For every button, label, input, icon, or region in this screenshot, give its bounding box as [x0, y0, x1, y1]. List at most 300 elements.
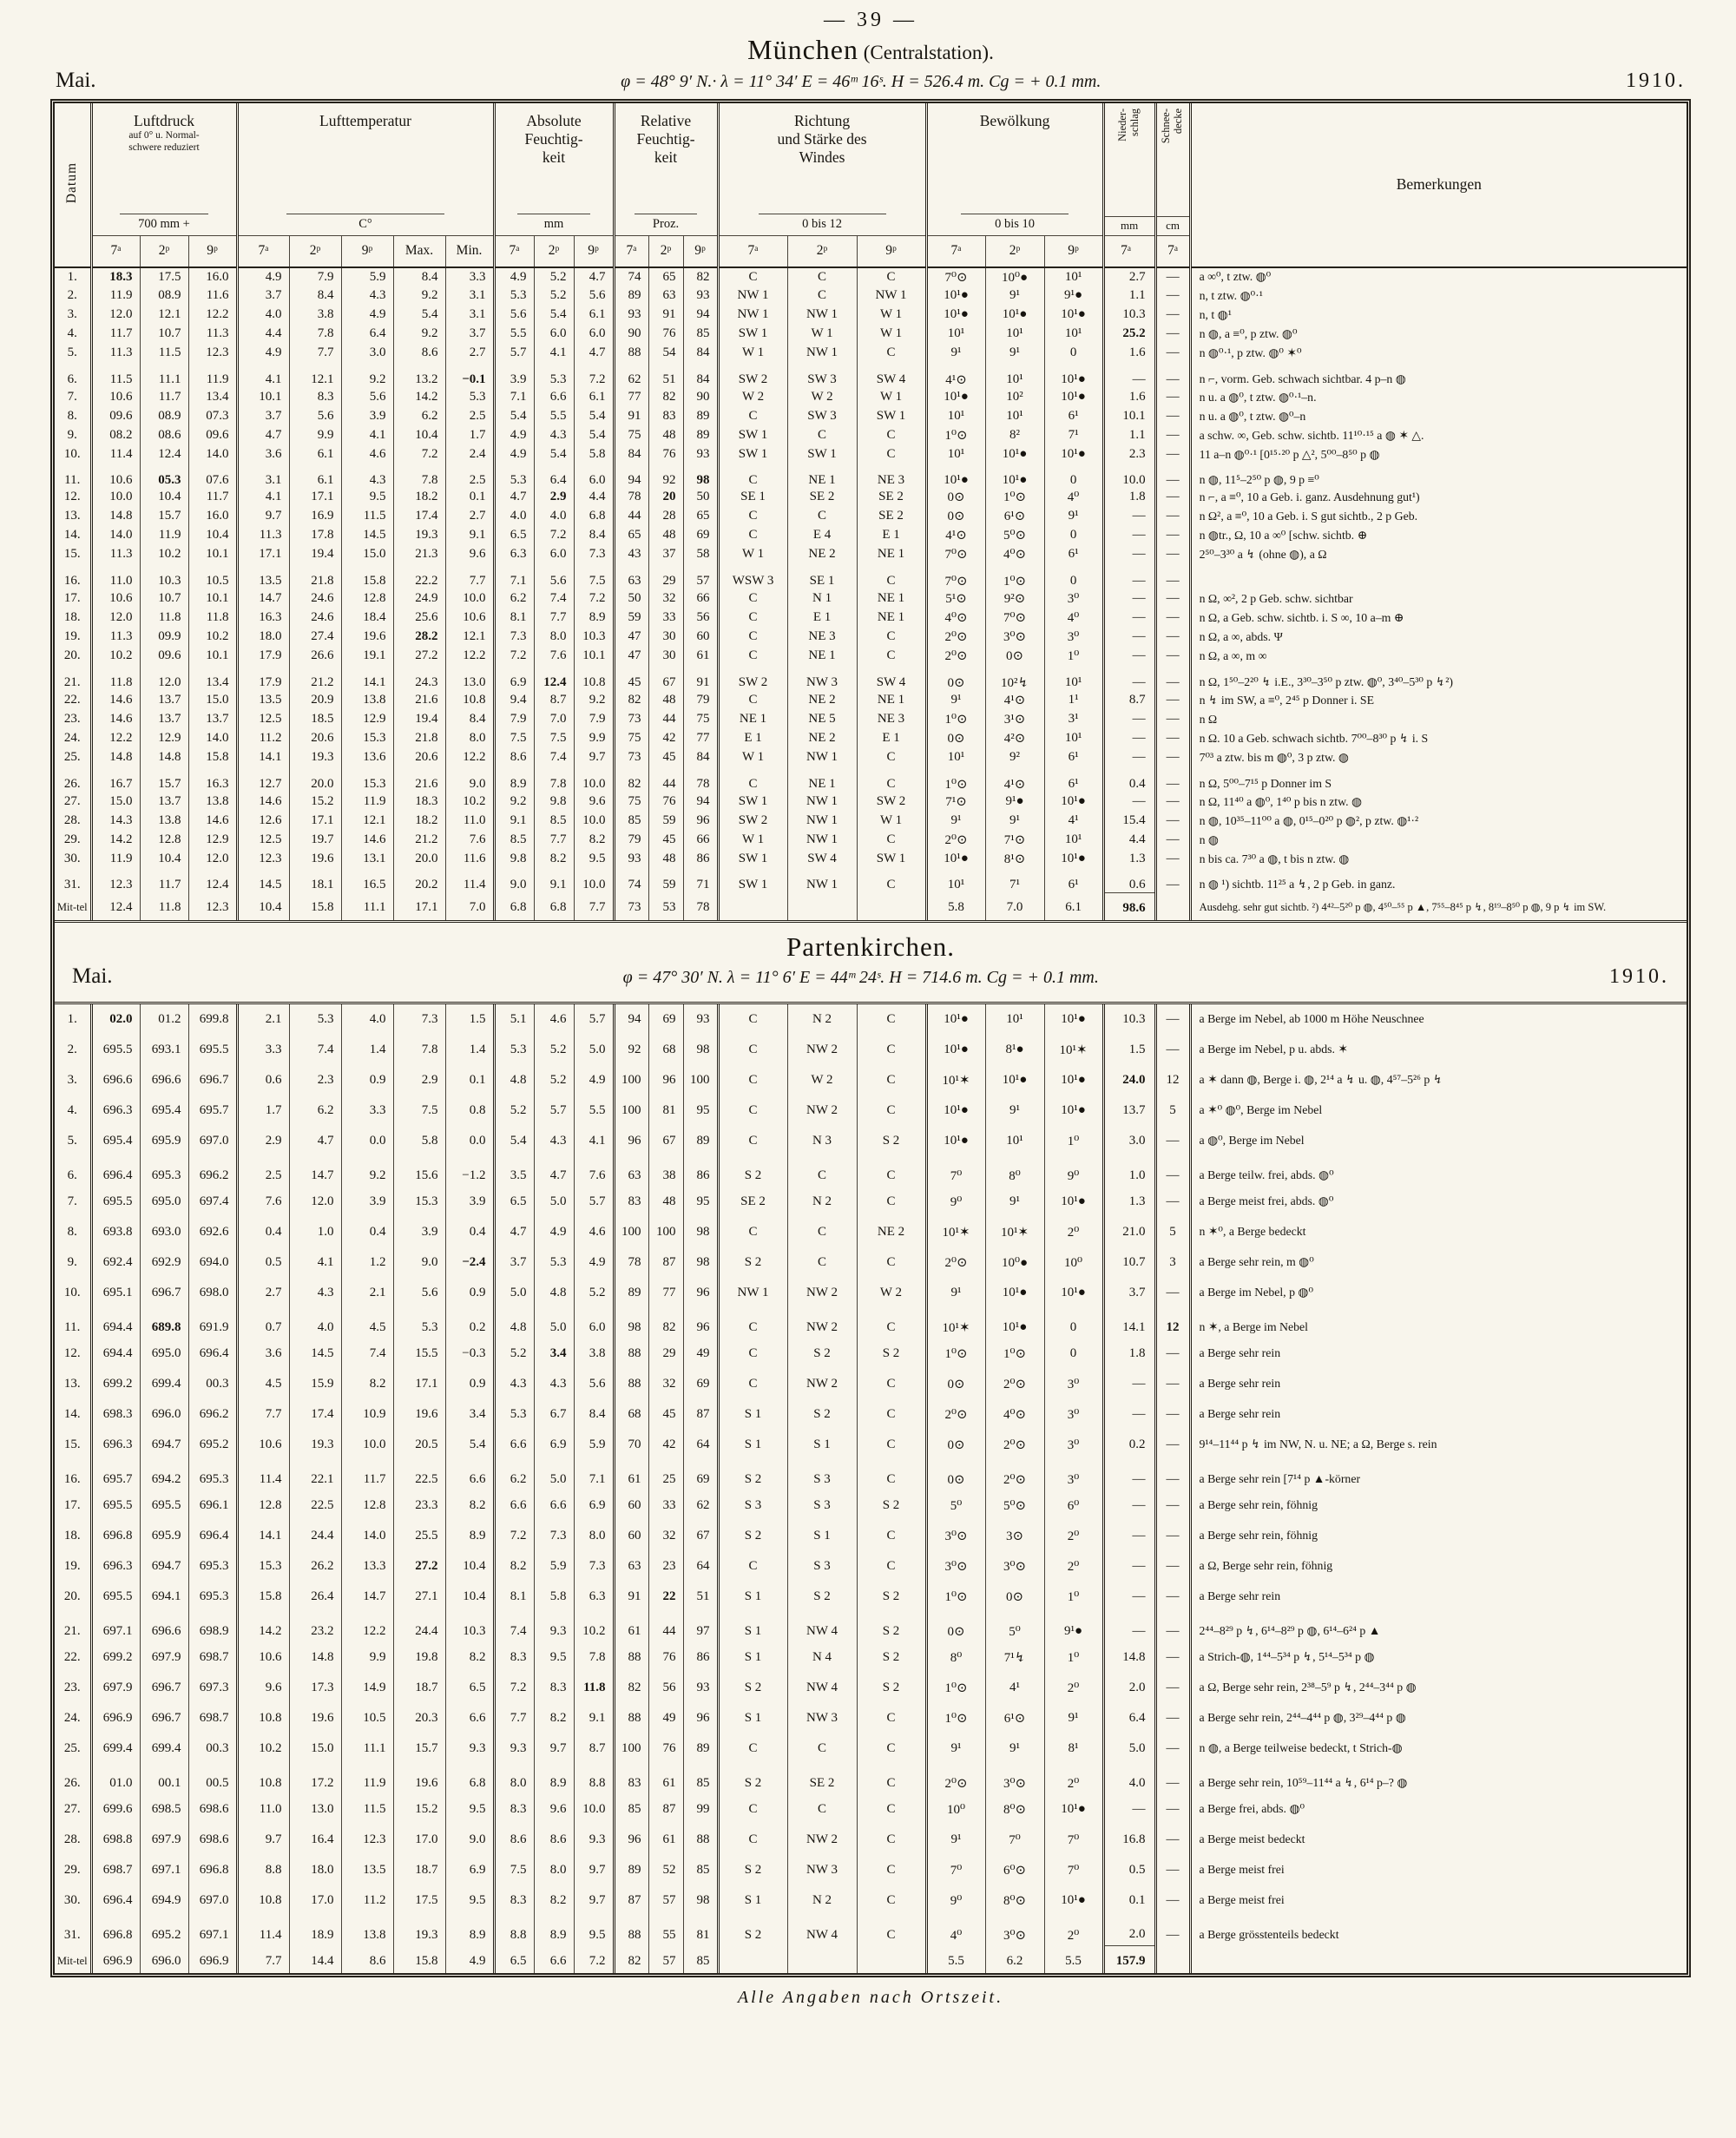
temp-7a: 8.8: [237, 1855, 289, 1885]
abs-feuchte-7a: 7.2: [494, 1521, 534, 1551]
abs-feuchte-2p: 8.0: [534, 1855, 574, 1885]
luftdruck-7a: 10.6: [91, 388, 140, 407]
bemerkungen: n Ω, 5⁰⁰–7¹⁵ p Donner im S: [1190, 767, 1687, 793]
wind-2p: N 2: [787, 1187, 857, 1217]
niederschlag: 1.3: [1103, 850, 1155, 869]
abs-feuchte-7a: 4.0: [494, 507, 534, 526]
wind-9p: C: [857, 628, 926, 647]
rel-feuchte-9p: 85: [683, 1764, 718, 1794]
temp-min: 10.3: [445, 1612, 494, 1642]
rel-feuchte-9p: 89: [683, 1733, 718, 1764]
luftdruck-7a: 02.0: [91, 1004, 140, 1035]
luftdruck-7a: 11.5: [91, 363, 140, 388]
wind-9p: C: [857, 1703, 926, 1733]
temp-min: 7.7: [445, 564, 494, 589]
bewoelkung-9p: 9¹●: [1044, 286, 1103, 306]
datum-label: Datum: [64, 161, 80, 203]
bewoelkung-9p: 9⁰: [1044, 1156, 1103, 1187]
rel-feuchte-9p: 98: [683, 1885, 718, 1916]
bemerkungen: n Ω, a Geb. schw. sichtb. i. S ∞, 10 a–m ⊕: [1190, 609, 1687, 628]
bewoelkung-2p: 2⁰⊙: [985, 1460, 1044, 1490]
rel-feuchte-7a: 74: [614, 869, 648, 893]
abs-feuchte-7a: 6.3: [494, 545, 534, 564]
temp-7a: 17.9: [237, 666, 289, 691]
rel-feuchte-7a: 85: [614, 1794, 648, 1825]
datum: Mit-tel: [56, 1954, 88, 1967]
datum: 15.: [63, 1437, 81, 1451]
rel-feuchte-7a: 47: [614, 628, 648, 647]
rel-feuchte-7a: 100: [614, 1065, 648, 1095]
luftdruck-9p: 697.3: [188, 1673, 237, 1703]
bemerkungen: a Berge sehr rein: [1190, 1399, 1687, 1430]
luftdruck-9p: 10.5: [188, 564, 237, 589]
bewoelkung-7a: 0⊙: [926, 488, 985, 507]
temperature-unit: C°: [286, 214, 444, 235]
bewoelkung-9p: 1¹: [1044, 691, 1103, 710]
luftdruck-2p: 697.1: [140, 1855, 188, 1885]
bewoelkung-9p: 3⁰: [1044, 1430, 1103, 1460]
rel-feuchte-9p: 81: [683, 1916, 718, 1946]
rel-feuchte-7a: 83: [614, 1187, 648, 1217]
bemerkungen: a Berge sehr rein, 10⁵⁹–11⁴⁴ a ↯, 6¹⁴ p–? ◍: [1190, 1764, 1687, 1794]
rel-feuchte-2p: 83: [648, 407, 683, 426]
abs-feuchte-7a: 6.6: [494, 1490, 534, 1521]
rel-feuchte-9p: 95: [683, 1187, 718, 1217]
bemerkungen: n Ω, a ∞, m ∞: [1190, 647, 1687, 666]
luftdruck-2p: 08.9: [140, 407, 188, 426]
temp-2p: 6.2: [289, 1095, 341, 1126]
wind-2p: E 4: [787, 526, 857, 545]
abs-feuchte-9p: 10.0: [574, 869, 614, 893]
bewoelkung-2p: 9¹: [985, 286, 1044, 306]
schneedecke: —: [1155, 647, 1190, 666]
rel-feuchte-7a: 100: [614, 1095, 648, 1126]
abs-feuchte-2p: 8.2: [534, 850, 574, 869]
temp-7a: 0.7: [237, 1308, 289, 1339]
bewoelkung-2p: 10¹: [985, 407, 1044, 426]
wind-9p: C: [857, 748, 926, 767]
temp-7a: 9.6: [237, 1673, 289, 1703]
table-row: [55, 1490, 1687, 1521]
bewoelkung-2p: 3⁰⊙: [985, 1764, 1044, 1794]
datum: 5.: [67, 345, 77, 359]
rel-feuchte-2p: 61: [648, 1764, 683, 1794]
abs-feuchte-7a: 5.3: [494, 1399, 534, 1430]
luftdruck-9p: 16.0: [188, 267, 237, 286]
temp-max: 17.0: [393, 1825, 445, 1855]
bewoelkung-7a: 9¹: [926, 1733, 985, 1764]
wind-2p: NW 1: [787, 831, 857, 850]
bewoelkung-2p: 1⁰⊙: [985, 564, 1044, 589]
temp-min: 11.0: [445, 812, 494, 831]
wind-9p: W 1: [857, 325, 926, 344]
rel-feuchte-9p: 89: [683, 1126, 718, 1156]
bemerkungen: a ∞⁰, t ztw. ◍⁰: [1190, 267, 1687, 286]
datum: 21.: [63, 1623, 81, 1638]
bewoelkung-2p: 8⁰⊙: [985, 1885, 1044, 1916]
wind-2p: NE 2: [787, 545, 857, 564]
niederschlag: —: [1103, 1551, 1155, 1582]
abs-feuchte-7a: 9.4: [494, 691, 534, 710]
bewoelkung-9p: 0: [1044, 1339, 1103, 1369]
luftdruck-7a: 699.2: [91, 1369, 140, 1399]
niederschlag: —: [1103, 1369, 1155, 1399]
schneedecke: —: [1155, 388, 1190, 407]
bewoelkung-9p: 10¹●: [1044, 363, 1103, 388]
wind-2p: S 2: [787, 1582, 857, 1612]
luftdruck-7a: 14.3: [91, 812, 140, 831]
temp-2p: 17.2: [289, 1764, 341, 1794]
bewoelkung-7a: 5.8: [926, 892, 985, 920]
abs-feuchte-2p: 5.0: [534, 1308, 574, 1339]
rel-feuchte-2p: 67: [648, 666, 683, 691]
table-row: [55, 306, 1687, 325]
temp-min: 1.7: [445, 426, 494, 445]
temp-2p: 19.6: [289, 1703, 341, 1733]
bewoelkung-9p: 10¹●: [1044, 1187, 1103, 1217]
wind-2p: C: [787, 1733, 857, 1764]
table-row: [55, 1308, 1687, 1339]
bewoelkung-2p: 7.0: [985, 892, 1044, 920]
abs-feuchte-9p: 9.9: [574, 729, 614, 748]
abs-feuchte-7a: 5.3: [494, 1035, 534, 1065]
rel-feuchte-9p: 82: [683, 267, 718, 286]
bewoelkung-2p: 10²↯: [985, 666, 1044, 691]
bewoelkung-9p: 10¹●: [1044, 388, 1103, 407]
temp-min: 0.1: [445, 1065, 494, 1095]
rel-feuchte-2p: 38: [648, 1156, 683, 1187]
wind-2p: N 2: [787, 1004, 857, 1035]
table-row: [55, 1551, 1687, 1582]
rel-feuchte-9p: 94: [683, 306, 718, 325]
bewoelkung-7a: 2⁰⊙: [926, 1247, 985, 1278]
bemerkungen: a Ω, Berge sehr rein, 2³⁸–5⁹ p ↯, 2⁴⁴–3⁴⁴ p ◍: [1190, 1673, 1687, 1703]
datum: 7.: [67, 390, 77, 404]
luftdruck-2p: 693.1: [140, 1035, 188, 1065]
bewoelkung-9p: 4⁰: [1044, 488, 1103, 507]
abs-feuchte-2p: 8.5: [534, 812, 574, 831]
station-title-munich: [50, 34, 1691, 66]
temp-7a: 10.1: [237, 388, 289, 407]
niederschlag: —: [1103, 1399, 1155, 1430]
temp-7a: 14.6: [237, 793, 289, 812]
temp-7a: 9.7: [237, 507, 289, 526]
luftdruck-7a: 10.6: [91, 464, 140, 488]
bewoelkung-2p: 1⁰⊙: [985, 1339, 1044, 1369]
abs-feuchte-9p: 10.8: [574, 666, 614, 691]
rel-feuchte-9p: 93: [683, 286, 718, 306]
temp-7a: 7.7: [237, 1946, 289, 1974]
niederschlag: —: [1103, 1460, 1155, 1490]
bewoelkung-7a: 9¹: [926, 344, 985, 363]
temp-9p: 11.1: [341, 892, 393, 920]
rel-feuchte-2p: 57: [648, 1946, 683, 1974]
abs-feuchte-2p: 7.7: [534, 609, 574, 628]
niederschlag: 1.1: [1103, 286, 1155, 306]
abs-feuchte-7a: 4.9: [494, 445, 534, 464]
rel-feuchte-9p: 98: [683, 1247, 718, 1278]
schneedecke: —: [1155, 748, 1190, 767]
bewoelkung-7a: 9¹: [926, 812, 985, 831]
wind-2p: NW 2: [787, 1095, 857, 1126]
rel-feuchte-7a: 84: [614, 445, 648, 464]
time-header: 7ᵃ: [1103, 236, 1155, 267]
temp-max: 5.8: [393, 1126, 445, 1156]
temp-min: 0.9: [445, 1278, 494, 1308]
rel-feuchte-2p: 30: [648, 628, 683, 647]
rel-feuchte-7a: 85: [614, 812, 648, 831]
wind-9p: W 1: [857, 812, 926, 831]
temp-9p: 15.3: [341, 767, 393, 793]
luftdruck-2p: 15.7: [140, 507, 188, 526]
table-row: [55, 267, 1687, 286]
wind-2p: NE 2: [787, 729, 857, 748]
bewoelkung-7a: 7⁰: [926, 1855, 985, 1885]
temp-2p: 14.8: [289, 1642, 341, 1673]
bewoelkung-7a: 10¹●: [926, 286, 985, 306]
luftdruck-7a: 11.0: [91, 564, 140, 589]
luftdruck-9p: 07.3: [188, 407, 237, 426]
datum: 31.: [63, 1927, 81, 1942]
wind-2p: N 3: [787, 1126, 857, 1156]
luftdruck-2p: 09.9: [140, 628, 188, 647]
wind-7a: SW 1: [718, 869, 787, 893]
luftdruck-2p: 693.0: [140, 1217, 188, 1247]
bewoelkung-9p: 10¹: [1044, 325, 1103, 344]
rel-feuchte-2p: 32: [648, 589, 683, 609]
temp-min: 6.9: [445, 1855, 494, 1885]
wind-9p: C: [857, 767, 926, 793]
bewoelkung-7a: 10¹●: [926, 1095, 985, 1126]
abs-feuchte-2p: 4.9: [534, 1217, 574, 1247]
bewoelkung-2p: 6⁰⊙: [985, 1855, 1044, 1885]
temp-9p: 5.9: [341, 267, 393, 286]
bewoelkung-9p: 10¹●: [1044, 1095, 1103, 1126]
abs-feuchte-7a: 3.7: [494, 1247, 534, 1278]
time-header: 7ᵃ: [494, 236, 534, 267]
rel-feuchte-7a: 90: [614, 325, 648, 344]
abs-feuchte-7a: 9.0: [494, 869, 534, 893]
datum: 10.: [63, 447, 81, 461]
datum: 19.: [63, 629, 81, 643]
schneedecke: —: [1155, 267, 1190, 286]
datum: 17.: [63, 591, 81, 605]
wind-9p: NE 1: [857, 691, 926, 710]
temp-min: 10.6: [445, 609, 494, 628]
temp-9p: 11.9: [341, 793, 393, 812]
luftdruck-9p: 14.0: [188, 729, 237, 748]
munich-meta-row: [56, 69, 1686, 93]
temp-min: 0.8: [445, 1095, 494, 1126]
luftdruck-9p: 698.6: [188, 1825, 237, 1855]
wind-2p: W 1: [787, 325, 857, 344]
temp-2p: 12.1: [289, 363, 341, 388]
bewoelkung-2p: 5⁰⊙: [985, 1490, 1044, 1521]
abs-feuchte-9p: 6.8: [574, 507, 614, 526]
temp-2p: 26.6: [289, 647, 341, 666]
abs-feuchte-2p: 5.2: [534, 267, 574, 286]
luftdruck-2p: 12.0: [140, 666, 188, 691]
schneedecke: —: [1155, 628, 1190, 647]
bewoelkung-7a: 4¹⊙: [926, 363, 985, 388]
rel-feuchte-9p: 66: [683, 831, 718, 850]
table-row: [55, 488, 1687, 507]
abs-feuchte-2p: 9.3: [534, 1612, 574, 1642]
abs-feuchte-7a: 7.5: [494, 1855, 534, 1885]
time-header: 2ᵖ: [648, 236, 683, 267]
bewoelkung-9p: 9¹: [1044, 1703, 1103, 1733]
bewoelkung-7a: 10¹: [926, 325, 985, 344]
bewoelkung-2p: 0⊙: [985, 1582, 1044, 1612]
temp-2p: 9.9: [289, 426, 341, 445]
temp-max: 15.3: [393, 1187, 445, 1217]
rel-feuchte-9p: 64: [683, 1430, 718, 1460]
bewoelkung-2p: 4¹⊙: [985, 767, 1044, 793]
bewoelkung-9p: 6¹: [1044, 407, 1103, 426]
luftdruck-7a: 10.2: [91, 647, 140, 666]
temp-2p: 17.1: [289, 812, 341, 831]
bewoelkung-2p: 10¹●: [985, 1278, 1044, 1308]
wind-2p: SE 1: [787, 564, 857, 589]
rel-feuchte-7a: 100: [614, 1217, 648, 1247]
luftdruck-7a: 698.3: [91, 1399, 140, 1430]
rel-feuchte-9p: 87: [683, 1399, 718, 1430]
schneedecke: —: [1155, 464, 1190, 488]
wind-9p: S 2: [857, 1612, 926, 1642]
schneedecke: —: [1155, 1612, 1190, 1642]
wind-7a: S 1: [718, 1703, 787, 1733]
temp-min: 9.5: [445, 1885, 494, 1916]
table-row: [55, 464, 1687, 488]
rel-feuchte-9p: 93: [683, 1004, 718, 1035]
bemerkungen: 7⁰³ a ztw. bis m ◍⁰, 3 p ztw. ◍: [1190, 748, 1687, 767]
bemerkungen: n ◍, a Berge teilweise bedeckt, t Strich-◍: [1190, 1733, 1687, 1764]
temp-2p: 18.0: [289, 1855, 341, 1885]
temp-7a: 14.2: [237, 1612, 289, 1642]
bemerkungen: n Ω. 10 a Geb. schwach sichtb. 7⁰⁰–8³⁰ p ↯ i. S: [1190, 729, 1687, 748]
wind-2p: C: [787, 1794, 857, 1825]
luftdruck-2p: 15.7: [140, 767, 188, 793]
bemerkungen: a ✶ dann ◍, Berge i. ◍, 2¹⁴ a ↯ u. ◍, 4⁵⁷–5²⁶ p ↯: [1190, 1065, 1687, 1095]
bewoelkung-7a: 7⁰⊙: [926, 564, 985, 589]
table-row: [55, 831, 1687, 850]
table-row: [55, 1825, 1687, 1855]
temp-9p: 11.1: [341, 1733, 393, 1764]
luftdruck-7a: 15.0: [91, 793, 140, 812]
temp-2p: 26.2: [289, 1551, 341, 1582]
luftdruck-2p: 10.2: [140, 545, 188, 564]
abs-feuchte-2p: 8.7: [534, 691, 574, 710]
table-row: [55, 691, 1687, 710]
bewoelkung-7a: 10¹: [926, 748, 985, 767]
abs-feuchte-9p: 9.1: [574, 1703, 614, 1733]
wind-2p: C: [787, 267, 857, 286]
wind-2p: [787, 1946, 857, 1974]
temp-max: 7.2: [393, 445, 445, 464]
bemerkungen: n Ω², a ≡⁰, 10 a Geb. i. S gut sichtb., 2 p Geb.: [1190, 507, 1687, 526]
bewoelkung-2p: 9²⊙: [985, 589, 1044, 609]
rel-feuchte-9p: 88: [683, 1825, 718, 1855]
luftdruck-7a: 696.4: [91, 1885, 140, 1916]
temp-9p: 15.3: [341, 729, 393, 748]
rel-feuchte-7a: 88: [614, 1703, 648, 1733]
bewoelkung-7a: 10¹✶: [926, 1308, 985, 1339]
luftdruck-7a: 696.9: [91, 1946, 140, 1974]
temp-9p: 1.2: [341, 1247, 393, 1278]
luftdruck-2p: 696.7: [140, 1278, 188, 1308]
temp-7a: 14.1: [237, 1521, 289, 1551]
temp-2p: 15.8: [289, 892, 341, 920]
niederschlag: 2.0: [1103, 1673, 1155, 1703]
schneedecke: 5: [1155, 1095, 1190, 1126]
bewoelkung-9p: 6.1: [1044, 892, 1103, 920]
schneedecke: —: [1155, 850, 1190, 869]
abs-feuchte-7a: 9.2: [494, 793, 534, 812]
abs-feuchte-9p: 10.0: [574, 1794, 614, 1825]
abs-feuchte-2p: 5.2: [534, 286, 574, 306]
luftdruck-9p: 698.6: [188, 1794, 237, 1825]
luftdruck-9p: 12.4: [188, 869, 237, 893]
temp-9p: 12.9: [341, 710, 393, 729]
rel-feuchte-7a: 63: [614, 564, 648, 589]
datum: 30.: [63, 1892, 81, 1907]
wind-7a: C: [718, 1035, 787, 1065]
bewoelkung-2p: 7¹⊙: [985, 831, 1044, 850]
temp-min: 2.5: [445, 407, 494, 426]
luftdruck-2p: 689.8: [140, 1308, 188, 1339]
rel-feuchte-7a: 60: [614, 1490, 648, 1521]
rel-feuchte-9p: 50: [683, 488, 718, 507]
luftdruck-2p: 695.2: [140, 1916, 188, 1946]
abs-feuchte-9p: 5.4: [574, 426, 614, 445]
wind-2p: S 2: [787, 1399, 857, 1430]
luftdruck-2p: 696.0: [140, 1946, 188, 1974]
niederschlag: 10.3: [1103, 306, 1155, 325]
temp-min: 8.2: [445, 1490, 494, 1521]
abs-feuchte-2p: 8.2: [534, 1885, 574, 1916]
datum: 23.: [63, 1680, 81, 1694]
abs-feuchte-2p: 5.0: [534, 1187, 574, 1217]
temp-9p: 15.8: [341, 564, 393, 589]
datum: 22.: [63, 1649, 81, 1664]
abs-feuchte-2p: 8.9: [534, 1916, 574, 1946]
temp-min: 3.9: [445, 1187, 494, 1217]
luftdruck-2p: 01.2: [140, 1004, 188, 1035]
temp-9p: 3.3: [341, 1095, 393, 1126]
abs-feuchte-7a: 3.9: [494, 363, 534, 388]
schneedecke: —: [1155, 1521, 1190, 1551]
bewoelkung-2p: 6¹⊙: [985, 1703, 1044, 1733]
luftdruck-9p: 696.7: [188, 1065, 237, 1095]
rel-feuchte-2p: 91: [648, 306, 683, 325]
bemerkungen: n ◍, 11⁵–2⁵⁰ p ◍, 9 p ≡⁰: [1190, 464, 1687, 488]
luftdruck-9p: 696.8: [188, 1855, 237, 1885]
rel-feuchte-7a: 63: [614, 1551, 648, 1582]
table-row: [55, 1946, 1687, 1974]
temp-7a: 12.8: [237, 1490, 289, 1521]
rel-feuchte-2p: 82: [648, 388, 683, 407]
bewoelkung-2p: 10¹●: [985, 1308, 1044, 1339]
niederschlag: 14.8: [1103, 1642, 1155, 1673]
wind-2p: NW 1: [787, 306, 857, 325]
temp-2p: 14.7: [289, 1156, 341, 1187]
rel-feuchte-7a: 63: [614, 1156, 648, 1187]
luftdruck-2p: 12.4: [140, 445, 188, 464]
wind-2p: N 1: [787, 589, 857, 609]
luftdruck-9p: 10.1: [188, 647, 237, 666]
luftdruck-7a: 696.9: [91, 1703, 140, 1733]
temp-2p: 15.9: [289, 1369, 341, 1399]
